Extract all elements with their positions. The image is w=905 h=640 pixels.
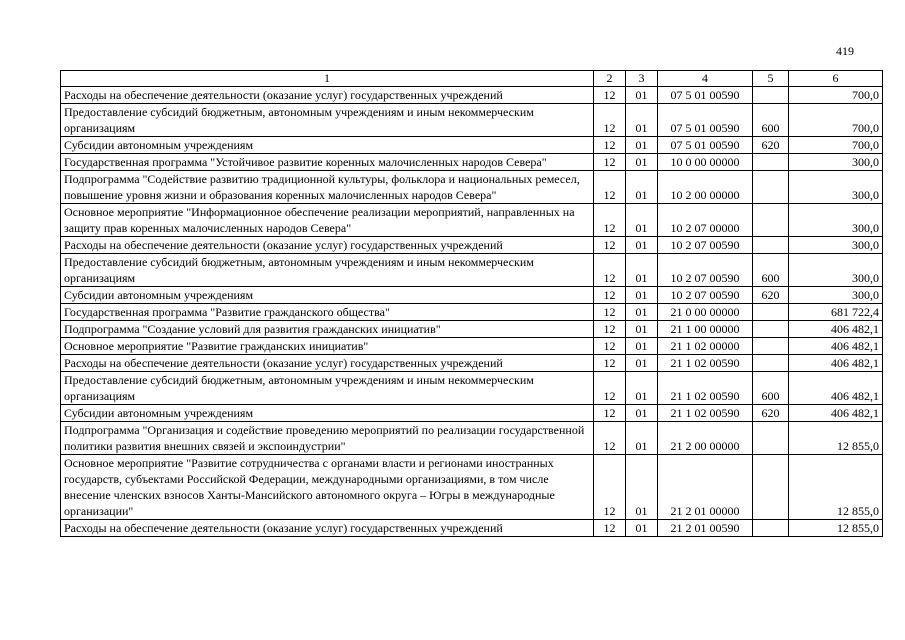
row-target-code: 21 2 01 00590 [658, 520, 753, 537]
column-header-2: 2 [594, 71, 626, 87]
row-amount: 300,0 [789, 254, 883, 287]
row-target-code: 07 5 01 00590 [658, 104, 753, 137]
row-name: Государственная программа "Устойчивое развитие коренных малочисленных народов Севера" [61, 154, 594, 171]
row-target-code: 21 1 02 00590 [658, 372, 753, 405]
row-amount: 406 482,1 [789, 405, 883, 422]
column-header-4: 4 [658, 71, 753, 87]
row-subsection: 01 [626, 338, 658, 355]
row-expense-type: 620 [753, 287, 789, 304]
row-amount: 12 855,0 [789, 455, 883, 520]
table-row [61, 137, 883, 154]
row-section: 12 [594, 137, 626, 154]
row-target-code: 21 1 02 00000 [658, 338, 753, 355]
row-name: Предоставление субсидий бюджетным, автономным учреждениям и иным некоммерческим организациям [61, 372, 594, 405]
row-expense-type: 600 [753, 372, 789, 405]
table-row [61, 87, 883, 104]
row-name: Подпрограмма "Содействие развитию традиционной культуры, фольклора и национальных ремесел, повышение уровня жизни и образования коренных малочисленных народов Севера" [61, 171, 594, 204]
row-expense-type: 620 [753, 405, 789, 422]
table-row [61, 321, 883, 338]
row-expense-type [753, 171, 789, 204]
row-section: 12 [594, 321, 626, 338]
table-row [61, 520, 883, 537]
row-name: Субсидии автономным учреждениям [61, 287, 594, 304]
row-expense-type [753, 204, 789, 237]
row-subsection: 01 [626, 405, 658, 422]
row-section: 12 [594, 171, 626, 204]
row-expense-type: 600 [753, 254, 789, 287]
column-header-3: 3 [626, 71, 658, 87]
row-subsection: 01 [626, 321, 658, 338]
row-amount: 12 855,0 [789, 422, 883, 455]
table-row [61, 254, 883, 287]
row-target-code: 10 2 07 00590 [658, 237, 753, 254]
row-name: Предоставление субсидий бюджетным, автономным учреждениям и иным некоммерческим организациям [61, 104, 594, 137]
row-amount: 12 855,0 [789, 520, 883, 537]
row-subsection: 01 [626, 355, 658, 372]
row-expense-type [753, 154, 789, 171]
row-target-code: 10 0 00 00000 [658, 154, 753, 171]
row-amount: 406 482,1 [789, 372, 883, 405]
row-expense-type: 600 [753, 104, 789, 137]
column-header-6: 6 [789, 71, 883, 87]
row-expense-type [753, 520, 789, 537]
row-target-code: 10 2 07 00000 [658, 204, 753, 237]
row-subsection: 01 [626, 171, 658, 204]
row-target-code: 10 2 00 00000 [658, 171, 753, 204]
row-subsection: 01 [626, 287, 658, 304]
table-row [61, 338, 883, 355]
row-name: Основное мероприятие "Развитие гражданских инициатив" [61, 338, 594, 355]
row-amount: 300,0 [789, 237, 883, 254]
row-name: Субсидии автономным учреждениям [61, 137, 594, 154]
row-target-code: 10 2 07 00590 [658, 287, 753, 304]
table-row [61, 104, 883, 137]
row-subsection: 01 [626, 204, 658, 237]
table-row [61, 422, 883, 455]
row-subsection: 01 [626, 422, 658, 455]
row-amount: 406 482,1 [789, 355, 883, 372]
row-name: Субсидии автономным учреждениям [61, 405, 594, 422]
header-row [61, 71, 883, 87]
row-section: 12 [594, 154, 626, 171]
row-section: 12 [594, 405, 626, 422]
row-amount: 700,0 [789, 104, 883, 137]
row-subsection: 01 [626, 154, 658, 171]
row-expense-type [753, 422, 789, 455]
row-amount: 300,0 [789, 171, 883, 204]
row-target-code: 21 2 01 00000 [658, 455, 753, 520]
row-expense-type [753, 304, 789, 321]
row-section: 12 [594, 455, 626, 520]
table-row [61, 287, 883, 304]
row-expense-type: 620 [753, 137, 789, 154]
row-name: Подпрограмма "Создание условий для развития гражданских инициатив" [61, 321, 594, 338]
row-section: 12 [594, 254, 626, 287]
row-section: 12 [594, 338, 626, 355]
table-row [61, 455, 883, 520]
table-row [61, 304, 883, 321]
row-section: 12 [594, 372, 626, 405]
row-name: Расходы на обеспечение деятельности (оказание услуг) государственных учреждений [61, 355, 594, 372]
row-target-code: 21 1 02 00590 [658, 405, 753, 422]
row-target-code: 07 5 01 00590 [658, 87, 753, 104]
row-subsection: 01 [626, 372, 658, 405]
row-subsection: 01 [626, 304, 658, 321]
row-expense-type [753, 338, 789, 355]
table-row [61, 154, 883, 171]
row-amount: 700,0 [789, 137, 883, 154]
row-section: 12 [594, 287, 626, 304]
row-section: 12 [594, 422, 626, 455]
table-row [61, 355, 883, 372]
row-section: 12 [594, 520, 626, 537]
row-expense-type [753, 87, 789, 104]
row-target-code: 07 5 01 00590 [658, 137, 753, 154]
table-row [61, 405, 883, 422]
row-amount: 300,0 [789, 204, 883, 237]
row-subsection: 01 [626, 455, 658, 520]
row-expense-type [753, 355, 789, 372]
row-subsection: 01 [626, 87, 658, 104]
row-name: Основное мероприятие "Информационное обеспечение реализации мероприятий, направленных на защиту прав коренных малочисленных народов Севера" [61, 204, 594, 237]
row-section: 12 [594, 237, 626, 254]
row-expense-type [753, 321, 789, 338]
table-row [61, 372, 883, 405]
row-target-code: 21 0 00 00000 [658, 304, 753, 321]
row-amount: 406 482,1 [789, 338, 883, 355]
row-amount: 406 482,1 [789, 321, 883, 338]
row-name: Расходы на обеспечение деятельности (оказание услуг) государственных учреждений [61, 520, 594, 537]
table-row [61, 171, 883, 204]
row-name: Расходы на обеспечение деятельности (оказание услуг) государственных учреждений [61, 237, 594, 254]
row-amount: 681 722,4 [789, 304, 883, 321]
row-subsection: 01 [626, 137, 658, 154]
row-target-code: 21 1 00 00000 [658, 321, 753, 338]
row-subsection: 01 [626, 237, 658, 254]
row-expense-type [753, 237, 789, 254]
row-section: 12 [594, 204, 626, 237]
row-target-code: 10 2 07 00590 [658, 254, 753, 287]
row-name: Расходы на обеспечение деятельности (оказание услуг) государственных учреждений [61, 87, 594, 104]
row-section: 12 [594, 87, 626, 104]
row-section: 12 [594, 304, 626, 321]
row-section: 12 [594, 104, 626, 137]
budget-table [60, 70, 883, 537]
row-subsection: 01 [626, 254, 658, 287]
row-name: Основное мероприятие "Развитие сотрудничества с органами власти и регионами иностранных государств, субъектами Российской Федерации, международными организациями, в том числе внесение членских взносов Ханты-Мансийского автономного округа – Югры в международные организации" [61, 455, 594, 520]
row-subsection: 01 [626, 104, 658, 137]
table-row [61, 237, 883, 254]
column-header-5: 5 [753, 71, 789, 87]
row-name: Подпрограмма "Организация и содействие проведению мероприятий по реализации государственной политики развития внешних связей и экспоиндустрии" [61, 422, 594, 455]
row-name: Предоставление субсидий бюджетным, автономным учреждениям и иным некоммерческим организациям [61, 254, 594, 287]
table-row [61, 204, 883, 237]
row-name: Государственная программа "Развитие гражданского общества" [61, 304, 594, 321]
row-subsection: 01 [626, 520, 658, 537]
row-expense-type [753, 455, 789, 520]
row-amount: 300,0 [789, 287, 883, 304]
row-section: 12 [594, 355, 626, 372]
row-amount: 700,0 [789, 87, 883, 104]
page-number: 419 [836, 44, 854, 58]
column-header-1: 1 [61, 71, 594, 87]
row-target-code: 21 1 02 00590 [658, 355, 753, 372]
row-target-code: 21 2 00 00000 [658, 422, 753, 455]
row-amount: 300,0 [789, 154, 883, 171]
